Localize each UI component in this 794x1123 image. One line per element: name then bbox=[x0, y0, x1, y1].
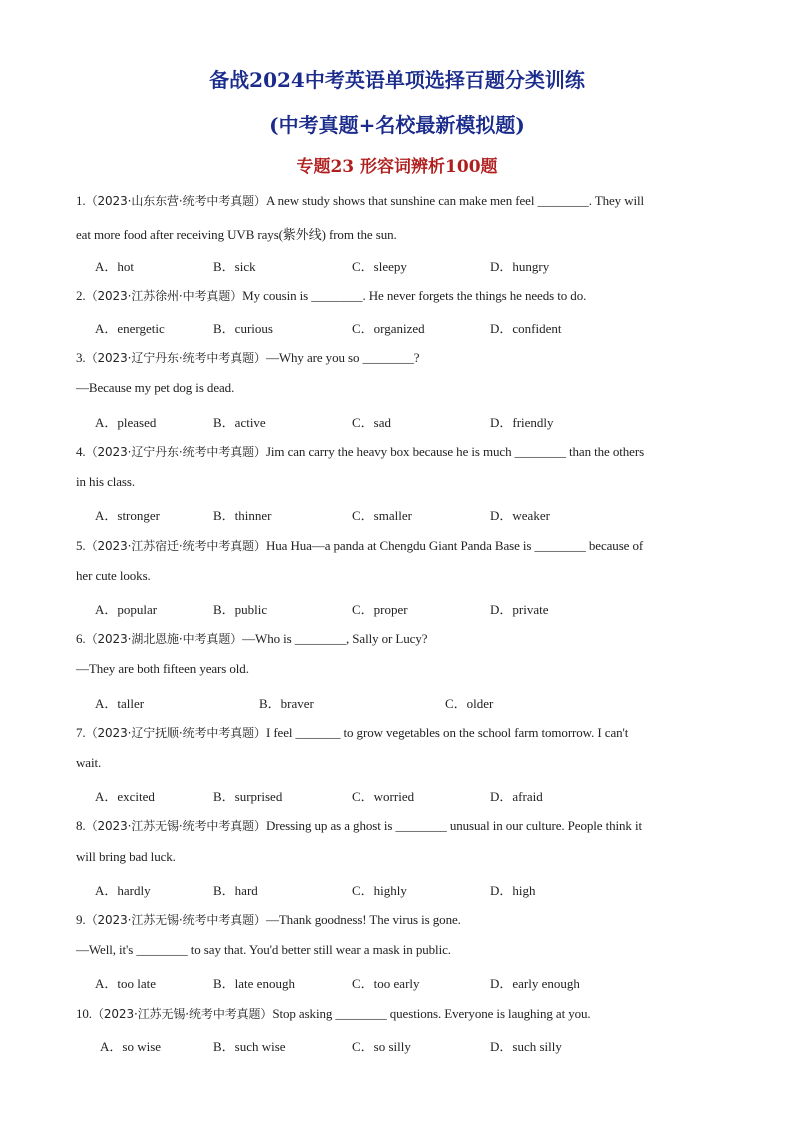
question-text: A new study shows that sunshine can make men feel ________. They will bbox=[265, 193, 645, 208]
question-4-line2: in his class. bbox=[76, 474, 136, 489]
question-source: （2023·江苏宿迁·统考中考真题） bbox=[85, 539, 266, 553]
option-b: B．curious bbox=[213, 321, 273, 336]
option-c: C．worried bbox=[352, 789, 415, 804]
question-number: 6. bbox=[76, 631, 86, 646]
question-number: 3. bbox=[76, 350, 86, 365]
option-c: C．too early bbox=[352, 976, 420, 991]
question-text: Stop asking ________ questions. Everyone is laughing at you. bbox=[272, 1006, 591, 1021]
question-1 bbox=[76, 192, 716, 209]
question-8 bbox=[76, 817, 716, 834]
option-c: C．organized bbox=[352, 321, 425, 336]
question-number: 8. bbox=[76, 818, 86, 833]
option-c: C．so silly bbox=[352, 1039, 411, 1054]
option-a: A．excited bbox=[95, 789, 155, 804]
question-number: 5. bbox=[76, 538, 86, 553]
question-number: 2. bbox=[76, 288, 86, 303]
option-c: C．older bbox=[445, 696, 494, 711]
option-b: B．braver bbox=[259, 696, 314, 711]
option-b: B．public bbox=[213, 602, 268, 617]
option-d: D．hungry bbox=[490, 259, 550, 274]
option-c: C．highly bbox=[352, 883, 407, 898]
option-b: B．sick bbox=[213, 259, 256, 274]
question-source: （2023·江苏无锡·统考中考真题） bbox=[91, 1007, 273, 1021]
page-subtitle: (中考真题+名校最新模拟题) bbox=[269, 113, 525, 137]
question-9-line2: —Well, it's ________ to say that. You'd better still wear a mask in public. bbox=[76, 942, 451, 957]
option-b: B．such wise bbox=[213, 1039, 286, 1054]
option-a: A．taller bbox=[95, 696, 145, 711]
question-5 bbox=[76, 537, 716, 554]
option-b: B．surprised bbox=[213, 789, 283, 804]
question-3-line2: —Because my pet dog is dead. bbox=[76, 380, 235, 395]
option-d: D．weaker bbox=[490, 508, 550, 523]
option-a: A．energetic bbox=[95, 321, 165, 336]
question-source: （2023·辽宁抚顺·统考中考真题） bbox=[85, 726, 266, 740]
question-number: 7. bbox=[76, 725, 86, 740]
option-c: C．sad bbox=[352, 415, 392, 430]
question-number: 9. bbox=[76, 912, 86, 927]
option-c: C．proper bbox=[352, 602, 408, 617]
question-source: （2023·江苏无锡·统考中考真题） bbox=[85, 913, 266, 927]
question-4 bbox=[76, 443, 716, 460]
question-source: （2023·山东东营·统考中考真题） bbox=[85, 194, 266, 208]
option-a: A．pleased bbox=[95, 415, 157, 430]
question-6-line2: —They are both fifteen years old. bbox=[76, 661, 249, 676]
option-b: B．hard bbox=[213, 883, 258, 898]
question-3 bbox=[76, 349, 716, 366]
question-source: （2023·江苏徐州·中考真题） bbox=[85, 289, 243, 303]
question-2 bbox=[76, 287, 716, 304]
question-text: I feel _______ to grow vegetables on the school farm tomorrow. I can't bbox=[265, 725, 629, 740]
question-text: —Why are you so ________? bbox=[265, 350, 420, 365]
option-d: D．early enough bbox=[490, 976, 580, 991]
question-number: 10. bbox=[76, 1006, 92, 1021]
option-b: B．thinner bbox=[213, 508, 272, 523]
topic-heading: 专题23 形容词辨析100题 bbox=[296, 157, 498, 177]
option-d: D．afraid bbox=[490, 789, 543, 804]
option-c: C．smaller bbox=[352, 508, 412, 523]
question-text: Hua Hua—a panda at Chengdu Giant Panda Base is ________ because of bbox=[265, 538, 644, 553]
question-6 bbox=[76, 630, 716, 647]
option-a: A．too late bbox=[95, 976, 157, 991]
option-a: A．hot bbox=[95, 259, 135, 274]
question-number: 4. bbox=[76, 444, 86, 459]
question-text: —Thank goodness! The virus is gone. bbox=[265, 912, 461, 927]
option-a: A．popular bbox=[95, 602, 158, 617]
question-7 bbox=[76, 724, 716, 741]
option-b: B．late enough bbox=[213, 976, 295, 991]
question-5-line2: her cute looks. bbox=[76, 568, 151, 583]
question-source: （2023·湖北恩施·中考真题） bbox=[85, 632, 243, 646]
option-d: D．friendly bbox=[490, 415, 554, 430]
option-d: D．private bbox=[490, 602, 549, 617]
question-7-line2: wait. bbox=[76, 755, 102, 770]
option-b: B．active bbox=[213, 415, 266, 430]
question-text: Dressing up as a ghost is ________ unusual in our culture. People think it bbox=[265, 818, 643, 833]
question-9 bbox=[76, 911, 716, 928]
option-a: A．hardly bbox=[95, 883, 151, 898]
option-d: D．high bbox=[490, 883, 536, 898]
option-a: A．so wise bbox=[100, 1039, 162, 1054]
question-text: —Who is ________, Sally or Lucy? bbox=[242, 631, 428, 646]
question-text: Jim can carry the heavy box because he is much ________ than the others bbox=[265, 444, 645, 459]
question-1-line2: eat more food after receiving UVB rays(紫外线) from the sun. bbox=[76, 227, 397, 242]
option-d: D．confident bbox=[490, 321, 562, 336]
question-number: 1. bbox=[76, 193, 86, 208]
option-c: C．sleepy bbox=[352, 259, 407, 274]
question-8-line2: will bring bad luck. bbox=[76, 849, 176, 864]
question-source: （2023·辽宁丹东·统考中考真题） bbox=[85, 351, 266, 365]
option-d: D．such silly bbox=[490, 1039, 562, 1054]
page-title: 备战2024中考英语单项选择百题分类训练 bbox=[209, 68, 585, 92]
question-text: My cousin is ________. He never forgets the things he needs to do. bbox=[242, 288, 587, 303]
question-source: （2023·辽宁丹东·统考中考真题） bbox=[85, 445, 266, 459]
question-10 bbox=[76, 1005, 716, 1022]
question-source: （2023·江苏无锡·统考中考真题） bbox=[85, 819, 266, 833]
option-a: A．stronger bbox=[95, 508, 160, 523]
